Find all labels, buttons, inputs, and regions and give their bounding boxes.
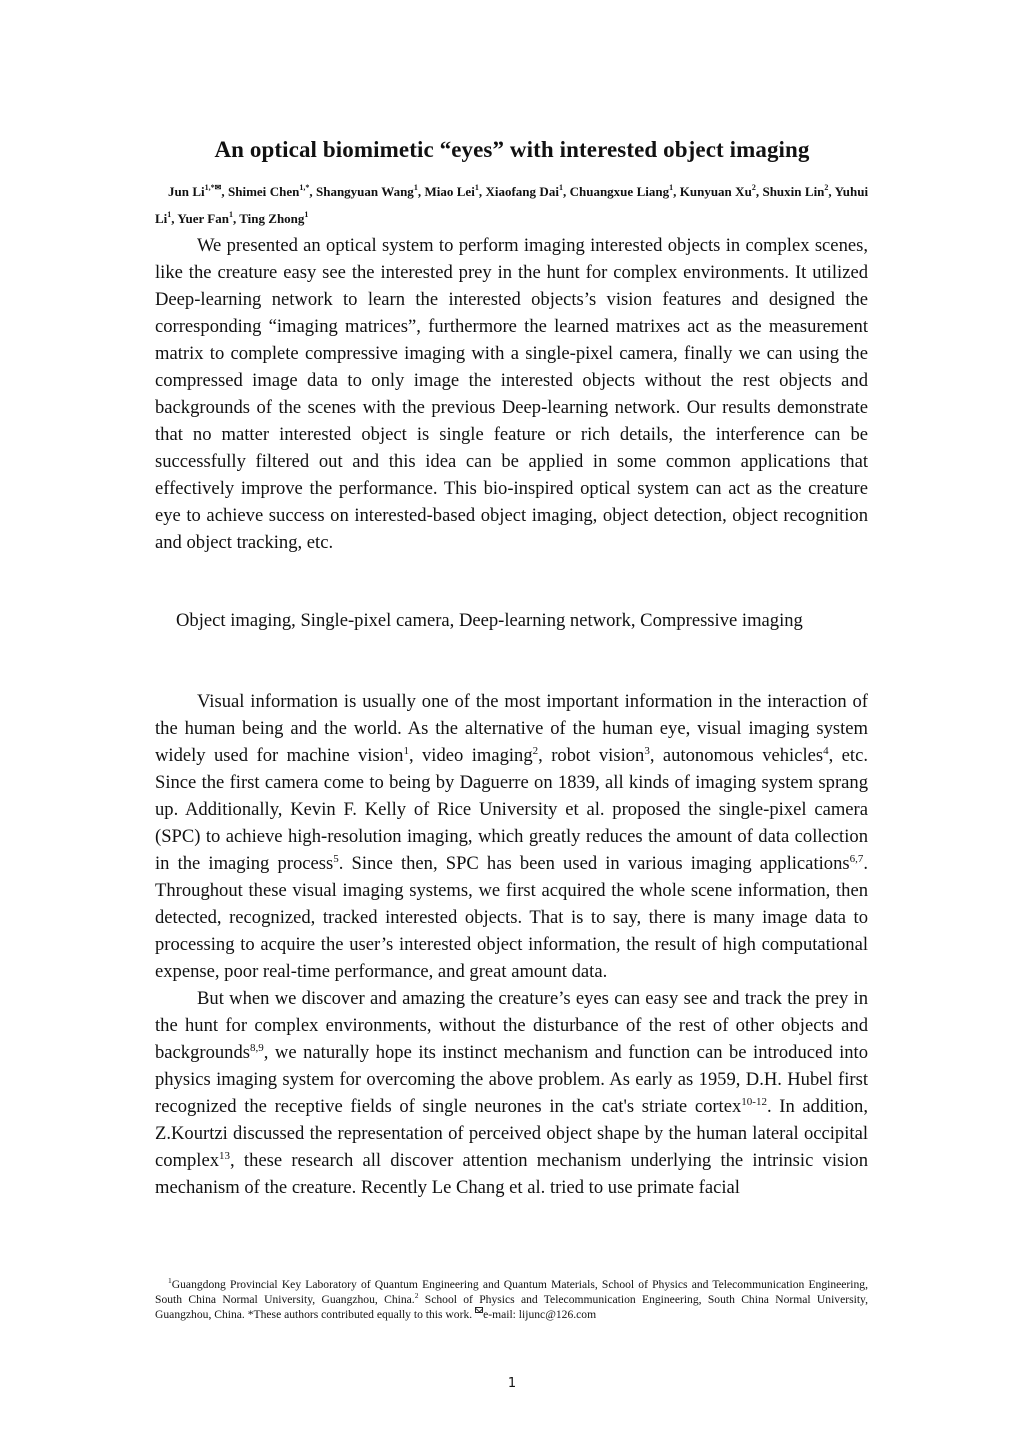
affiliation-marker: 2	[414, 1291, 419, 1300]
paragraph	[155, 985, 868, 1201]
paper-title: An optical biomimetic “eyes” with interested object imaging	[214, 137, 810, 162]
author-name: Yuer Fan	[177, 211, 229, 226]
author-name: Kunyuan Xu	[679, 184, 752, 199]
text-run: . Since then, SPC has been used in various imaging applications	[338, 853, 850, 874]
text-run: . Throughout these visual imaging systems, we first acquired the whole scene information, then detected, recognized, tracked interested objects. That is to say, there is many image data to processing to acquire the user’s interested object information, the result of high computational expense, poor real-time performance, and great amount data.	[155, 853, 869, 982]
author-affiliation: 2	[824, 183, 829, 192]
page-number: 1	[507, 1376, 517, 1391]
affiliation-text: School of Physics and Telecommunication Engineering, South China Normal University, Guangzhou, China. *These authors contributed equally to this work.	[155, 1293, 868, 1321]
author-name: Chuangxue Liang	[569, 184, 670, 199]
abstract-text: We presented an optical system to perform imaging interested objects in complex scenes, like the creature easy see the interested prey in the hunt for complex environments. It utilized Deep-learning network to learn the interested objects’s vision features and designed the corresponding “imaging matrices”, furthermore the learned matrixes act as the measurement matrix to complete compressive imaging with a single-pixel camera, finally we can using the compressed image data to only image the interested objects without the rest objects and backgrounds of the scenes with the previous Deep-learning network. Our results demonstrate that no matter interested object is single feature or rich details, the interference can be successfully filtered out and this idea can be applied in some common applications that effectively improve the performance. This bio-inspired optical system can act as the creature eye to achieve success on interested-based object imaging, object detection, object recognition and object tracking, etc.	[155, 235, 868, 553]
author-name: Shimei Chen	[228, 184, 300, 199]
author-affiliation: 1	[228, 210, 233, 219]
citation: 10-12	[741, 1096, 767, 1108]
author-affiliation: 2	[751, 183, 756, 192]
author-affiliation: 1	[669, 183, 674, 192]
citation: 6,7	[849, 853, 864, 865]
author-name: Shangyuan Wang	[315, 184, 414, 199]
author-list: Jun $Li^{1,*✉}$, Shimei Chen$^{1,*}$, Shangyuan Wang$^1$, Miao Lei$^1$, Xiaofang Dai$^1$, Chuangxue Liang$^1$, Kunyuan Xu$^2$, Shuxin Lin$^2$, Yuhui Li$^1$, Yuer Fan$^1$, Ting Zhong$^1$	[155, 183, 869, 226]
introduction	[155, 688, 868, 1201]
text-run: , we naturally hope its instinct mechanism and function can be introduced into physics imaging system for overcoming the above problem. As early as 1959, D.H. Hubel first recognized the receptive fields of single neurones in the cat's striate cortex	[155, 1042, 868, 1117]
text-run: , etc. Since the first camera come to being by Daguerre on 1839, all kinds of imaging system sprang up. Additionally, Kevin F. Kelly of Rice University et al. proposed the single-pixel camera (SPC) to achieve high-resolution imaging, which greatly reduces the amount of data collection in the imaging process	[155, 745, 868, 874]
keywords	[155, 607, 868, 634]
text-run: . In addition, Z.Kourtzi discussed the representation of perceived object shape by the human lateral occipital complex	[155, 1096, 868, 1171]
text-run: Visual information is usually one of the most important information in the interaction of the human being and the world. As the alternative of the human eye, visual imaging system widely used for machine vision	[155, 691, 868, 766]
affiliation-text: Guangdong Provincial Key Laboratory of Quantum Engineering and Quantum Materials, School of Physics and Telecommunication Engineering, South China Normal University, Guangzhou, China.	[155, 1278, 868, 1306]
footnote	[155, 1277, 868, 1322]
author-name: Ting Zhong	[239, 211, 305, 226]
text-run: , these research all discover attention mechanism underlying the intrinsic vision mechanism of the creature. Recently Le Chang et al. tried to use primate facial	[155, 1150, 868, 1198]
keywords-text: Object imaging, Single-pixel camera, Deep-learning network, Compressive imaging	[176, 610, 803, 631]
text-run: , video imaging	[408, 745, 533, 766]
text-run: But when we discover and amazing the creature’s eyes can easy see and track the prey in the hunt for complex environments, without the disturbance of the rest of other objects and backgrounds	[155, 988, 868, 1063]
author-affiliation: 1,*	[299, 183, 310, 192]
citation: 3	[644, 745, 650, 757]
text-run: , autonomous vehicles	[649, 745, 824, 766]
author-affiliation: 1	[167, 210, 172, 219]
author-name: Yuhui Li	[155, 184, 869, 226]
text-run: , robot vision	[538, 745, 645, 766]
author-name: Xiaofang Dai	[485, 184, 559, 199]
citation: 8,9	[250, 1042, 264, 1054]
citation: 1	[403, 745, 409, 757]
paragraph	[155, 688, 868, 985]
author-affiliation: 1	[474, 183, 479, 192]
email-text: e-mail: lijunc@126.com	[483, 1308, 597, 1321]
author-affiliation: 1	[413, 183, 418, 192]
citation: 2	[532, 745, 539, 757]
envelope-icon	[475, 1307, 483, 1313]
author-name: Shuxin Lin	[762, 184, 825, 199]
citation: 4	[823, 745, 829, 757]
citation: 13	[219, 1150, 231, 1162]
author-name: Jun Li	[168, 184, 205, 199]
author-affiliation: 1,*✉	[204, 183, 222, 192]
author-affiliation: 1	[558, 183, 563, 192]
author-name: Miao Lei	[424, 184, 475, 199]
affiliation-marker: 1	[168, 1276, 172, 1285]
abstract	[155, 232, 868, 556]
citation: 5	[333, 853, 339, 865]
author-affiliation: 1	[304, 210, 309, 219]
